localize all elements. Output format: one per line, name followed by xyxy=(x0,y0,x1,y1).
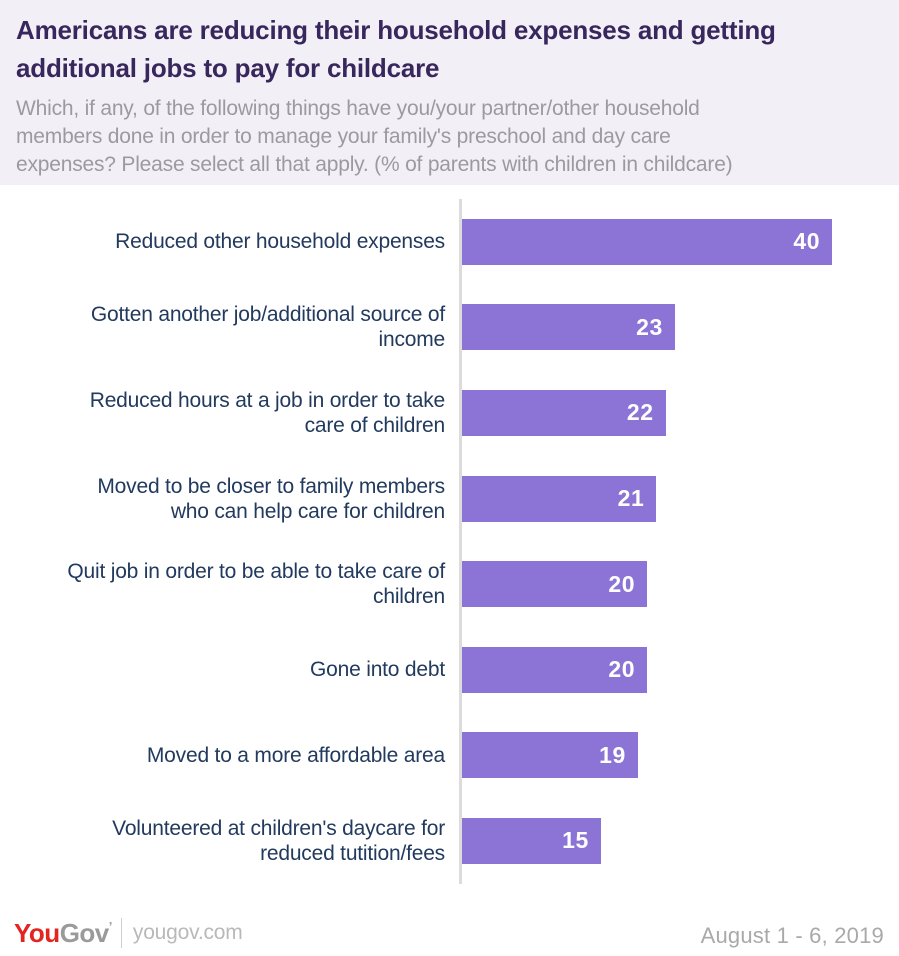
category-label-text: Volunteered at children's daycare for reduced tutition/fees xyxy=(112,816,445,865)
category-label xyxy=(0,713,459,799)
subtitle-line-3: expenses? Please select all that apply. (% of parents with children in childcare) xyxy=(16,153,733,176)
bar-chart xyxy=(0,199,899,884)
chart-row xyxy=(0,541,899,627)
bar-cell xyxy=(459,199,899,285)
bar-cell xyxy=(459,456,899,542)
category-label xyxy=(0,370,459,456)
bar-value: 15 xyxy=(562,827,589,854)
bar-cell xyxy=(459,370,899,456)
chart-row xyxy=(0,199,899,285)
bar-cell xyxy=(459,285,899,371)
category-label xyxy=(0,285,459,371)
subtitle-line-1: Which, if any, of the following things have you/your partner/other household xyxy=(16,97,700,120)
bar xyxy=(462,561,647,607)
bar xyxy=(462,219,832,265)
site-url: yougov.com xyxy=(132,921,243,945)
bar-value: 20 xyxy=(608,570,635,597)
category-label-text: Gotten another job/additional source of income xyxy=(90,303,445,352)
logo-you: You xyxy=(14,917,60,948)
bar-cell xyxy=(459,627,899,713)
chart-header xyxy=(0,0,899,185)
bar-value: 40 xyxy=(793,228,820,255)
chart-row xyxy=(0,370,899,456)
chart-rows xyxy=(0,199,899,884)
survey-date: August 1 - 6, 2019 xyxy=(700,922,884,948)
page-title xyxy=(16,11,883,87)
bar xyxy=(462,732,638,778)
category-label-text: Moved to a more affordable area xyxy=(146,743,445,767)
chart-row xyxy=(0,798,899,884)
chart-subtitle xyxy=(16,95,883,179)
bar xyxy=(462,476,656,522)
bar-value: 23 xyxy=(636,313,663,340)
category-label xyxy=(0,798,459,884)
bar xyxy=(462,304,675,350)
title-line-2: additional jobs to pay for childcare xyxy=(16,53,440,83)
category-label xyxy=(0,541,459,627)
subtitle-line-2: members done in order to manage your family's preschool and day care xyxy=(16,125,671,148)
bar-value: 19 xyxy=(599,741,626,768)
category-label-text: Gone into debt xyxy=(310,658,445,682)
chart-row xyxy=(0,627,899,713)
category-label xyxy=(0,199,459,285)
title-line-1: Americans are reducing their household expenses and getting xyxy=(16,15,776,45)
chart-row xyxy=(0,456,899,542)
bar-cell xyxy=(459,541,899,627)
bar xyxy=(462,818,601,864)
category-label-text: Quit job in order to be able to take care of children xyxy=(67,560,445,609)
yougov-logo xyxy=(14,918,243,949)
logo-gov: Gov xyxy=(59,917,109,948)
chart-row xyxy=(0,713,899,799)
category-label-text: Moved to be closer to family members who can help care for children xyxy=(97,474,445,523)
bar-value: 22 xyxy=(626,399,654,426)
bar-value: 20 xyxy=(608,656,635,683)
yougov-logo-text xyxy=(14,918,112,949)
bar-cell xyxy=(459,798,899,884)
category-label xyxy=(0,456,459,542)
category-label xyxy=(0,627,459,713)
bar xyxy=(462,390,666,436)
logo-divider xyxy=(121,918,122,948)
bar xyxy=(462,647,647,693)
bar-value: 21 xyxy=(617,485,645,512)
chart-row xyxy=(0,285,899,371)
category-label-text: Reduced hours at a job in order to take care of children xyxy=(89,388,445,437)
logo-trademark: ’ xyxy=(108,918,112,934)
bar-cell xyxy=(459,713,899,799)
category-label-text: Reduced other household expenses xyxy=(115,230,445,254)
chart-footer xyxy=(14,918,884,949)
